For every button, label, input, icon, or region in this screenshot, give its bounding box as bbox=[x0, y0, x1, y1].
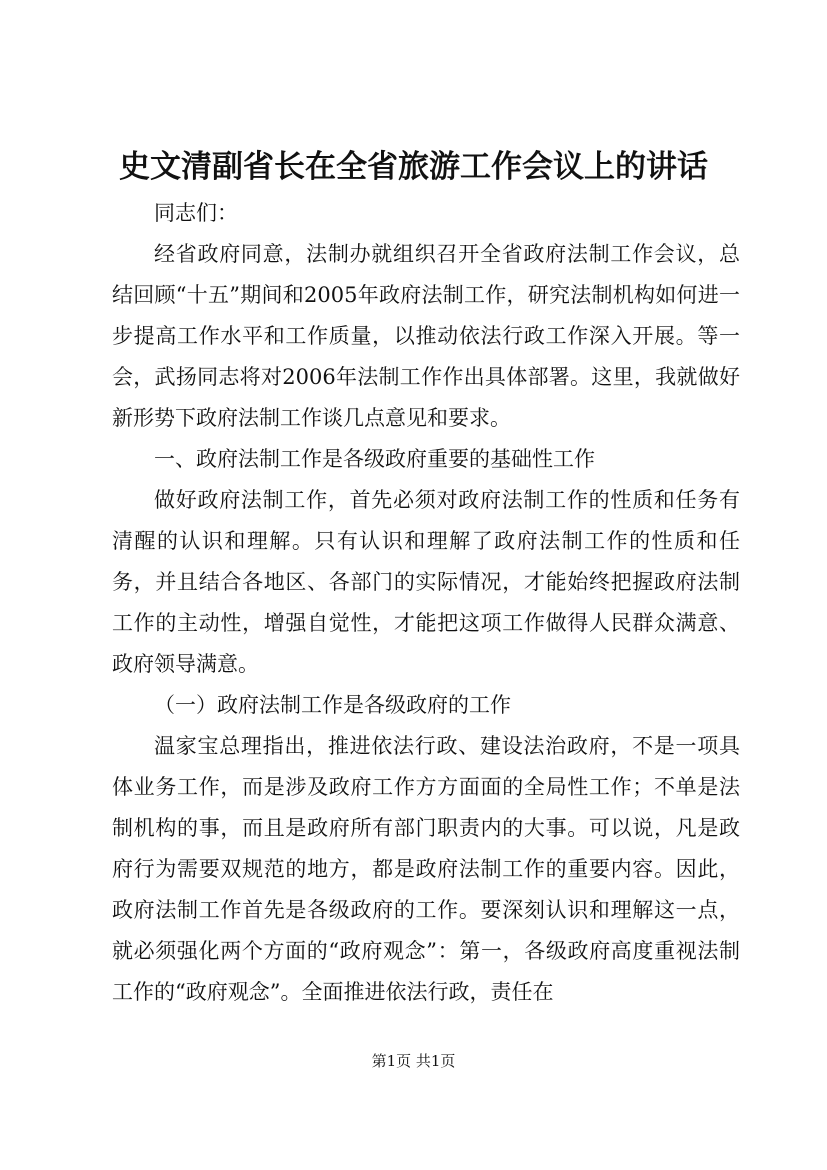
document-body bbox=[112, 193, 740, 1013]
paragraph-section-1: 做好政府法制工作，首先必须对政府法制工作的性质和任务有清醒的认识和理解。只有认识和理解了政府法制工作的性质和任务，并且结合各地区、各部门的实际情况，才能始终把握政府法制工作的主动性，增强自觉性，才能把这项工作做得人民群众满意、政府领导满意。 bbox=[112, 488, 740, 676]
paragraph-intro: 经省政府同意，法制办就组织召开全省政府法制工作会议，总结回顾“十五”期间和2005年政府法制工作，研究法制机构如何进一步提高工作水平和工作质量，以推动依法行政工作深入开展。等一会，武扬同志将对2006年法制工作作出具体部署。这里，我就做好新形势下政府法制工作谈几点意见和要求。 bbox=[112, 242, 740, 430]
paragraph-subsection-1: 温家宝总理指出，推进依法行政、建设法治政府，不是一项具体业务工作，而是涉及政府工作方方面面的全局性工作；不单是法制机构的事，而且是政府所有部门职责内的大事。可以说，凡是政府行为需要双规范的地方，都是政府法制工作的重要内容。因此，政府法制工作首先是各级政府的工作。要深刻认识和理解这一点，就必须强化两个方面的“政府观念”：第一，各级政府高度重视法制工作的“政府观念”。全面推进依法行政，责任在 bbox=[112, 734, 740, 1004]
page-number-footer: 第1页 共1页 bbox=[371, 1052, 456, 1070]
paragraph-salutation: 同志们： bbox=[154, 201, 238, 225]
subsection-heading-1: （一）政府法制工作是各级政府的工作 bbox=[154, 693, 511, 717]
section-heading-1: 一、政府法制工作是各级政府重要的基础性工作 bbox=[154, 447, 595, 471]
document-title: 史文清副省长在全省旅游工作会议上的讲话 bbox=[119, 149, 708, 185]
